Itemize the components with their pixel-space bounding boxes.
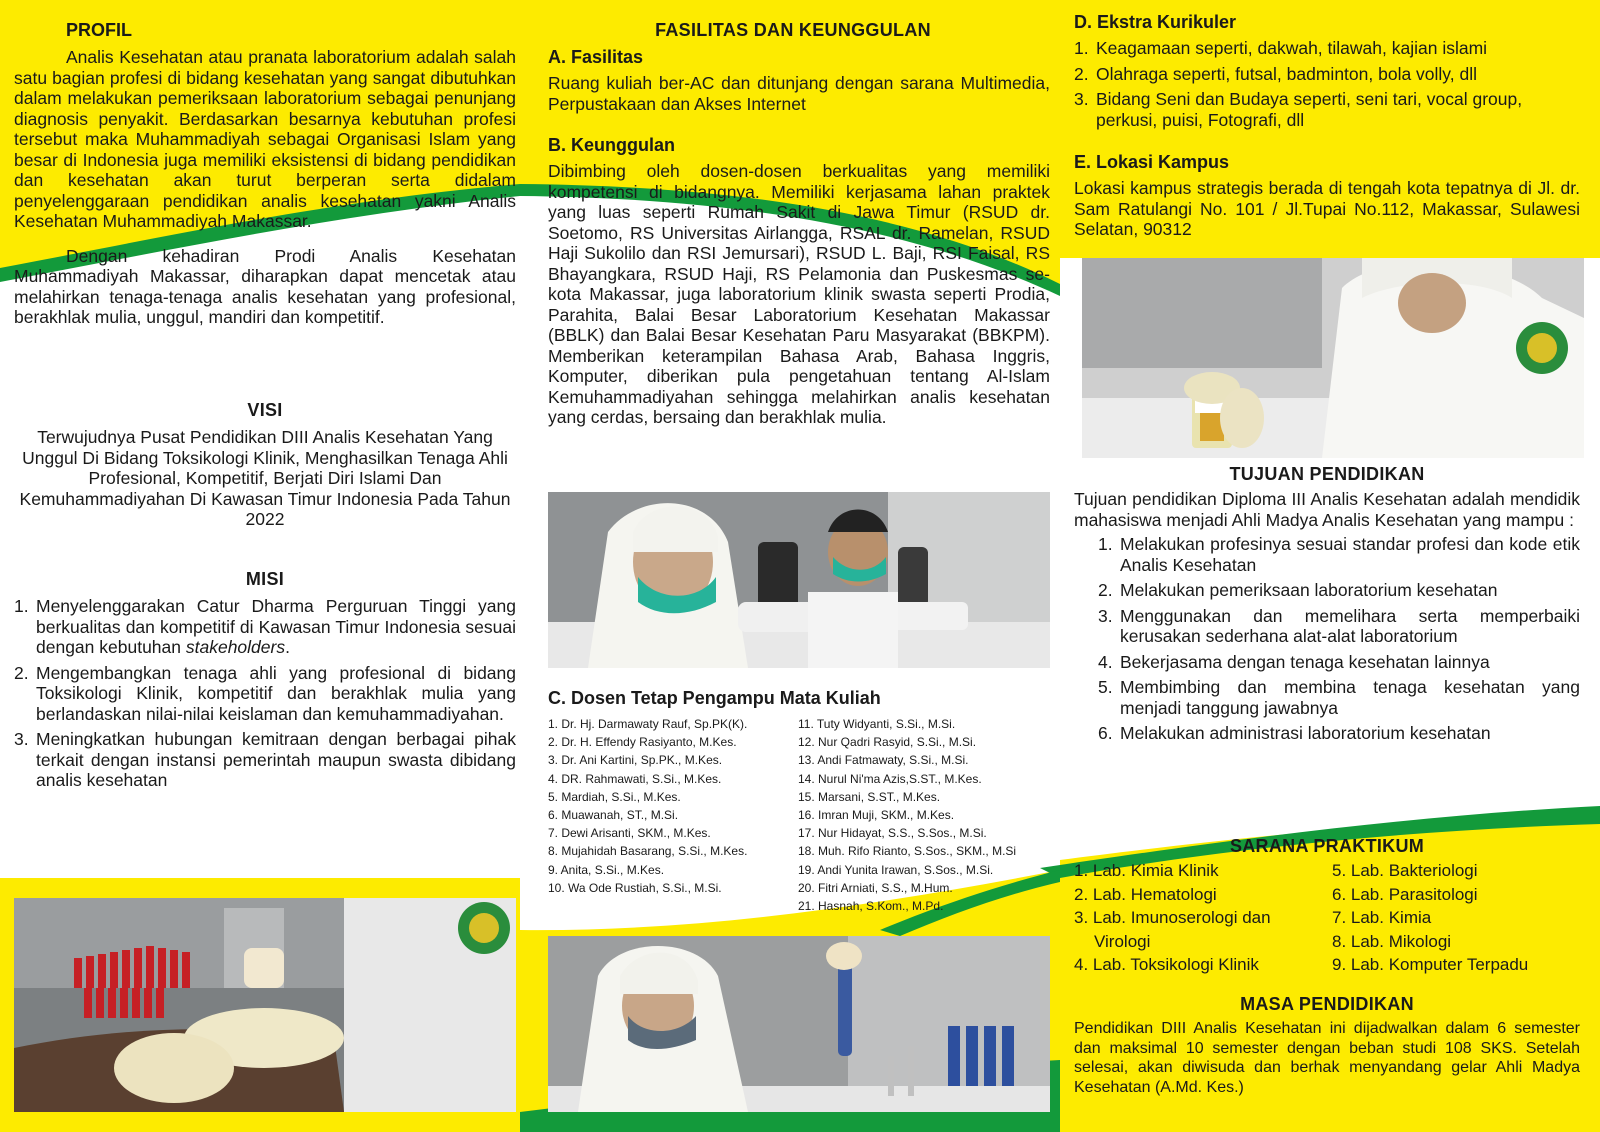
ekstra-item: 2. Olahraga seperti, futsal, badminton, bola volly, dll [1074,63,1477,84]
dosen-section [548,688,1058,915]
fasilitas-a-text: Ruang kuliah ber-AC dan ditunjang dengan sarana Multimedia, Perpustakaan dan Akses Internet [548,73,1050,114]
tujuan-item: 6. Melakukan administrasi laboratorium kesehatan [1098,723,1491,743]
dosen-title: C. Dosen Tetap Pengampu Mata Kuliah [548,688,881,708]
sarana-section [1074,836,1580,977]
dosen-list-right [798,715,1056,915]
dosen-item: 14. Nurul Ni'ma Azis,S.ST., M.Kes. [798,771,982,786]
sarana-item: Virologi [1094,931,1151,951]
profil-title: PROFIL [66,20,132,40]
sarana-list-left [1074,859,1332,977]
misi-title: MISI [245,569,285,589]
dosen-item: 16. Imran Muji, SKM., M.Kes. [798,808,955,823]
profil-paragraph-1: Analis Kesehatan atau pranata laboratorium adalah salah satu bagian profesi di bidang kesehatan yang sangat dibutuhkan dalam melakukan pemeriksaan laboratorium sebagai penunjang diagnosis penyakit. Berdasarkan besarnya kebutuhan profesi tersebut maka Muhammadiyah sebagai Organisasi Islam yang besar di Indonesia juga memiliki eksistensi di bidang pendidikan dan kesehatan akan turut berperan serta didalam penyelenggaraan pendidikan analis kesehatan yakni Analis Kesehatan Muhammadiyah Makassar. [14,47,516,231]
dosen-item: 7. Dewi Arisanti, SKM., M.Kes. [548,826,711,841]
misi-item: 2. Mengembangkan tenaga ahli yang profesional di bidang Toksikologi Klinik, kompetitif dan berakhlak mulia yang berlandaskan nilai-nilai keislaman dan kemuhammadiyahan. [14,662,516,724]
dosen-item: 15. Marsani, S.ST., M.Kes. [798,789,941,804]
photo-test-tube [1082,258,1584,458]
profil-paragraph-2: Dengan kehadiran Prodi Analis Kesehatan Muhammadiyah Makassar, diharapkan dapat mencetak atau melahirkan tenaga-tenaga analis kesehatan yang profesional, berakhlak mulia, unggul, mandiri dan kompetitif. [14,245,516,327]
keunggulan-title: B. Keunggulan [548,135,675,155]
lokasi-text: Lokasi kampus strategis berada di tengah kota tepatnya di Jl. dr. Sam Ratulangi No. 101 / Jl.Tupai No.112, Makassar, Sulawesi Selatan, 90312 [1074,178,1580,239]
sarana-title: SARANA PRAKTIKUM [1229,836,1425,856]
sarana-item: 8. Lab. Mikologi [1332,931,1452,951]
dosen-item: 12. Nur Qadri Rasyid, S.Si., M.Si. [798,735,977,750]
sarana-item: 2. Lab. Hematologi [1074,884,1217,904]
dosen-item: 5. Mardiah, S.Si., M.Kes. [548,789,681,804]
ekstra-list [1074,38,1580,135]
dosen-item: 19. Andi Yunita Irawan, S.Sos., M.Si. [798,862,994,877]
dosen-item: 11. Tuty Widyanti, S.Si., M.Si. [798,717,956,731]
ekstra-title: D. Ekstra Kurikuler [1074,12,1237,32]
visi-title: VISI [247,400,283,420]
dosen-item: 8. Mujahidah Basarang, S.Si., M.Kes. [548,844,748,859]
photo-pipette [548,936,1050,1112]
sarana-item: 3. Lab. Imunoserologi dan [1074,908,1271,927]
fasilitas-title: FASILITAS DAN KEUNGGULAN [655,20,931,40]
misi-list [14,596,516,796]
dosen-item: 20. Fitri Arniati, S.S., M.Hum. [798,880,953,895]
misi-item: 1. Menyelenggarakan Catur Dharma Perguruan Tinggi yang berkualitas dan kompetitif di Kawasan Timur Indonesia sesuai dengan kebutuhan stakeholders. [14,596,516,657]
sarana-item: 5. Lab. Bakteriologi [1332,861,1478,880]
dosen-list-left [548,715,798,915]
dosen-item: 13. Andi Fatmawaty, S.Si., M.Si. [798,753,969,768]
tujuan-item: 1. Melakukan profesinya sesuai standar profesi dan kode etik Analis Kesehatan [1098,534,1580,575]
dosen-item: 9. Anita, S.Si., M.Kes. [548,862,665,877]
visi-text: Terwujudnya Pusat Pendidikan DIII Analis Kesehatan Yang Unggul Di Bidang Toksikologi Klinik, Menghasilkan Tenaga Ahli Profesional, Kompetitif, Berjati Diri Islami Dan Kemuhammadiyahan Di Kawasan Timur Indonesia Pada Tahun 2022 [19,427,511,529]
dosen-item: 6. Muawanah, ST., M.Si. [548,808,679,823]
masa-text: Pendidikan DIII Analis Kesehatan ini dijadwalkan dalam 6 semester dan maksimal 10 semester dengan beban studi 108 SKS. Setelah selesai, akan diwisuda dan berhak menyandang gelar Ahli Madya Kesehatan (A.Md. Kes.) [1074,1020,1580,1096]
dosen-item: 4. DR. Rahmawati, S.Si., M.Kes. [548,771,722,786]
dosen-item: 1. Dr. Hj. Darmawaty Rauf, Sp.PK(K). [548,717,748,731]
fasilitas-a-title: A. Fasilitas [548,47,644,67]
tujuan-title: TUJUAN PENDIDIKAN [1229,464,1425,484]
dosen-item: 17. Nur Hidayat, S.S., S.Sos., M.Si. [798,826,987,841]
ekstra-item: 1. Keagamaan seperti, dakwah, tilawah, kajian islami [1074,38,1488,58]
sarana-item: 7. Lab. Kimia [1332,908,1432,927]
sarana-item: 1. Lab. Kimia Klinik [1074,861,1219,880]
sarana-item: 4. Lab. Toksikologi Klinik [1074,955,1259,974]
dosen-item: 2. Dr. H. Effendy Rasiyanto, M.Kes. [548,735,737,750]
dosen-item: 10. Wa Ode Rustiah, S.Si., M.Si. [548,880,722,895]
tujuan-section [1074,464,1580,749]
tujuan-item: 2. Melakukan pemeriksaan laboratorium kesehatan [1098,580,1498,600]
photo-microscope [548,492,1050,668]
tujuan-list [1074,534,1580,744]
tujuan-item: 5. Membimbing dan membina tenaga kesehatan yang menjadi tanggung jawabnya [1098,677,1580,718]
misi-item: 3. Meningkatkan hubungan kemitraan dengan berbagai pihak terkait dengan instansi pemerintah maupun swasta dibidang analis kesehatan [14,729,516,790]
sarana-list-right [1332,859,1580,977]
dosen-item: 18. Muh. Rifo Rianto, S.Sos., SKM., M.Si [798,844,1017,859]
masa-title: MASA PENDIDIKAN [1240,994,1414,1014]
tujuan-intro: Tujuan pendidikan Diploma III Analis Kesehatan adalah mendidik mahasiswa menjadi Ahli Madya Analis Kesehatan yang mampu : [1074,489,1580,530]
lokasi-title: E. Lokasi Kampus [1074,152,1230,172]
tujuan-item: 4. Bekerjasama dengan tenaga kesehatan lainnya [1098,651,1490,672]
sarana-item: 6. Lab. Parasitologi [1332,884,1478,904]
keunggulan-text: Dibimbing oleh dosen-dosen berkualitas yang memiliki kompetensi di bidangnya. Memiliki kerjasama lahan praktek yang luas seperti Rumah Sakit di Jawa Timur (RSUD dr. Soetomo, RS Universitas Airlangga, RSAL dr. Ramelan, RSUD Haji Sukolilo dan RSI Jemursari), RSUD L. Baji, RSI Faisal, RS Bhayangkara, RSUD Haji, RS Pelamonia dan Puskesmas se-kota Makassar, juga laboratorium klinik swasta seperti Prodia, Parahita, Balai Besar Laboratorium Kesehatan Makassar (BBLK) dan Balai Besar Kesehatan Paru Masyarakat (BBKPM). Memberikan keterampilan Bahasa Arab, Bahasa Inggris, Komputer, diberikan pula pengetahuan tentang Al-Islam Kemuhammadiyahan sehingga melahirkan analis kesehatan yang cerdas, bersaing dan berakhlak mulia. [548,161,1050,427]
ekstra-item: 3. Bidang Seni dan Budaya seperti, seni tari, vocal group, perkusi, puisi, Fotografi, dll [1074,89,1523,130]
dosen-item: 3. Dr. Ani Kartini, Sp.PK., M.Kes. [548,753,723,768]
photo-blood-sampling [14,898,516,1112]
dosen-item: 21. Hasnah, S.Kom., M.Pd. [798,899,944,914]
masa-section [1074,994,1580,1097]
sarana-item: 9. Lab. Komputer Terpadu [1332,955,1529,974]
tujuan-item: 3. Menggunakan dan memelihara serta memperbaiki kerusakan sederhana alat-alat laboratorium [1098,605,1580,646]
